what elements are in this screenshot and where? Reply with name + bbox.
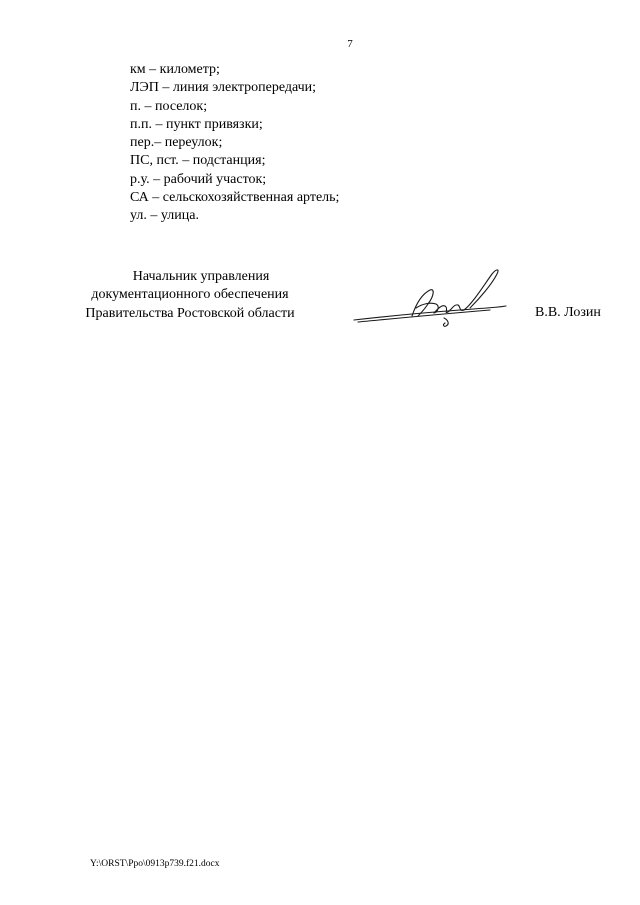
signer-title-line: Начальник управления xyxy=(132,269,270,284)
list-item: ЛЭП – линия электропередачи; xyxy=(130,80,317,96)
abbreviation-list xyxy=(130,61,339,226)
list-item: км – километр; xyxy=(130,62,220,77)
list-item: СА – сельскохозяйственная артель; xyxy=(130,190,340,206)
list-item: п.п. – пункт привязки; xyxy=(130,116,263,132)
list-item: ПС, пст. – подстанция; xyxy=(130,153,266,169)
list-item: р.у. – рабочий участок; xyxy=(130,171,267,187)
list-item: пер.– переулок; xyxy=(130,135,223,151)
handwritten-signature xyxy=(340,260,510,330)
list-item: ул. – улица. xyxy=(130,208,199,224)
signer-name: В.В. Лозин xyxy=(535,305,601,320)
signer-title xyxy=(60,268,320,323)
page-number: 7 xyxy=(347,38,353,50)
file-path: Y:\ORST\Ppo\0913p739.f21.docx xyxy=(90,859,220,869)
signer-title-line: документационного обеспечения xyxy=(91,287,289,303)
signer-title-line: Правительства Ростовской области xyxy=(85,305,295,321)
list-item: п. – поселок; xyxy=(130,98,208,114)
